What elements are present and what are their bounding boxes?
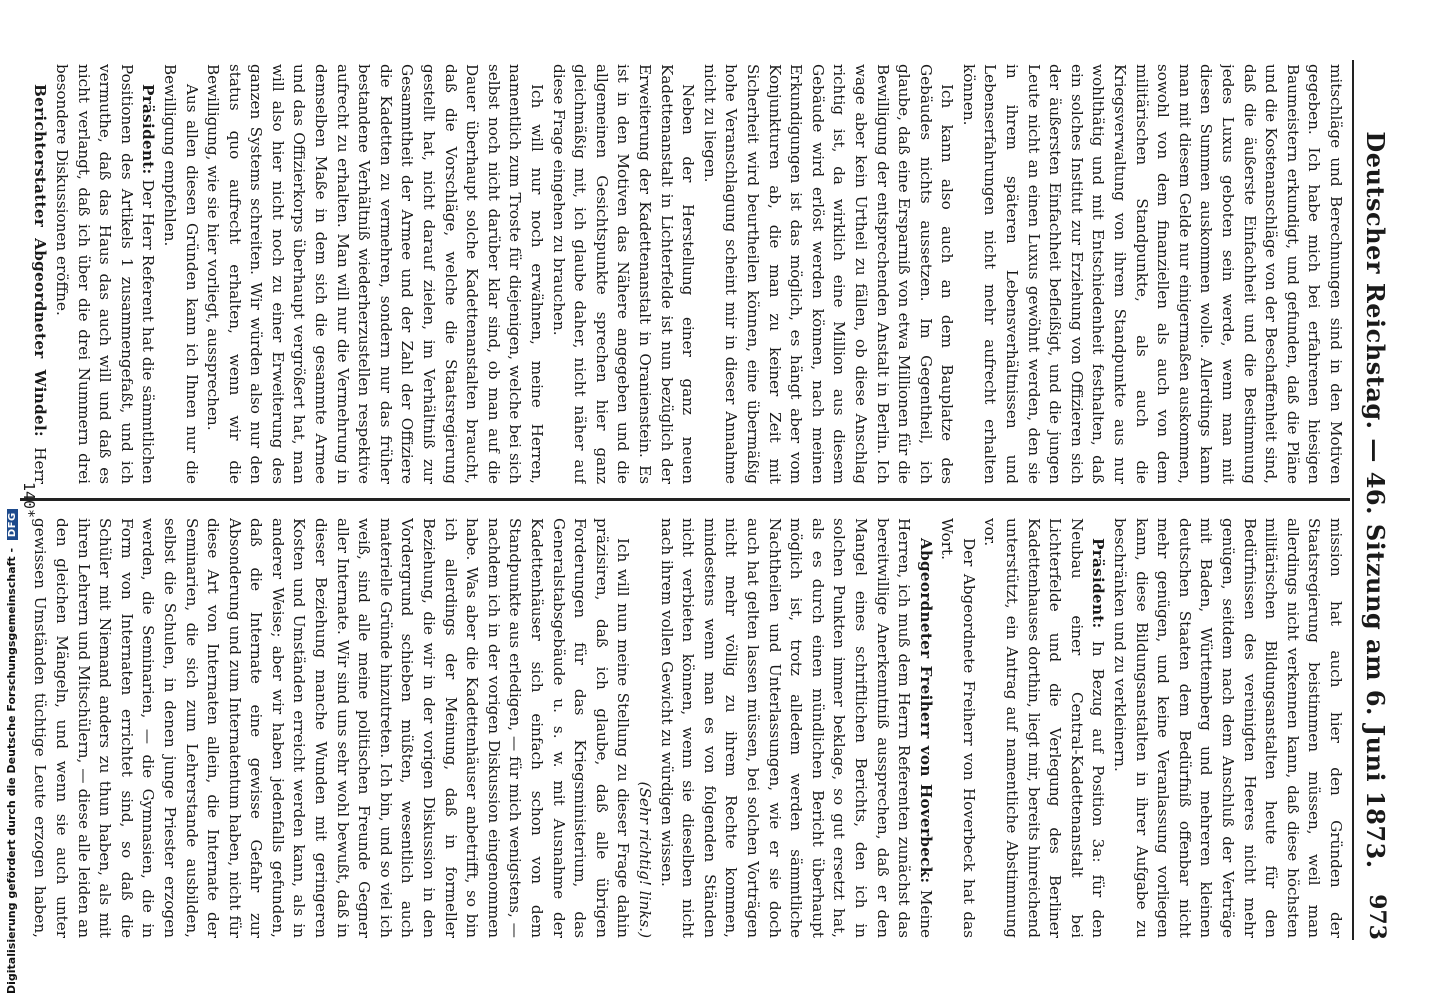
speech-text: Der Herr Referent hat die sämmtlichen Positionen des Artikels 1 zusammengefaßt, und ich vermuthe, daß das Haus das auch will und daß es nicht verlangt, daß ich über die drei Nummern drei besondere Diskussionen eröffne.: [52, 64, 158, 484]
paragraph: Ich will nun meine Stellung zu dieser Frage dahin präzisiren, daß ich glaube, daß alle übrigen Forderungen für das Kriegsministerium, das Generalstabsgebäude u. s. w. mit Ausnahme der Kadettenhäuser sich einfach schon von dem Standpunkte aus erledigen, — für mich wenigstens, — nachdem ich in der vorigen Diskussion eingenommen habe. Was aber die Kadettenhäuser anbetrifft, so bin ich allerdings der Meinung, daß in formeller Beziehung, die wir in der vorigen Diskussion in den Vordergrund schieben müßten, wesentlich auch materielle Gründe hinzutreten. Ich bin, und so viel ich weiß, sind alle meine politischen Freunde Gegner aller Internate. Wir sind uns sehr wohl bewußt, daß in dieser Beziehung manche Wunden mit geringeren Kosten und Umständen erreicht werden kann, als in anderer Weise; aber wir haben jedenfalls gefunden, daß die Internate eine gewisse Gefahr zur Absonderung und zum Internatentum haben, nicht für diese Art von Internaten allein, die Internate der Seminarien, die sich zum Lehrerstande ausbilden, selbst die Schulen, in denen junge Priester erzogen werden, die Seminarien, — die Gymnasien, die in Form von Internaten errichtet sind, so daß die Schüler mit Niemand anders zu thun haben, als mit ihren Lehrern und Mitschülern, — diese alle leiden an den gleichen Mängeln, und wenn sie auch unter gewissen Umständen tüchtige Leute erzogen haben,: [31, 518, 633, 938]
speaker-label: Abgeordneter Freiherr von Hoverbeck:: [916, 538, 935, 884]
attribution-text: [5, 509, 18, 994]
speech-text: In Bezug auf Position 3a: für den Neubau einer Central-Kadettenanstalt bei Lichterfelde und die Verlegung des Berliner Kadettenhauses dorthin, liegt mir, bereits hinreichend unterstützt, ein Antrag auf namentliche Abstimmung vor.: [981, 518, 1108, 938]
paragraph: Ich will nur noch erwähnen, meine Herren, namentlich zum Troste für diejenigen, welche bei sich selbst noch nicht darüber klar sind, ob man auf die Dauer überhaupt solche Kadettenanstalten braucht, daß die Vorschläge, welche die Staatsregierung gestellt hat, nicht darauf zielen, im Verhältniß zur Gesammtheit der Armee und der Zahl der Offiziere die Kadetten zu vermehren, sondern nur das früher bestandene Verhältniß wiederherzustellen respektive aufrecht zu erhalten. Man will nur die Vermehrung in demselben Maße in dem sich die gesammte Armee und das Offizierkorps überhaupt vergrößert hat, man will also hier nicht noch zu einer Erweiterung des ganzen Systems schreiten. Wir würden also nur den status quo aufrecht erhalten, wenn wir die Bewilligung, wie sie hier vorliegt, aussprechen.: [204, 64, 547, 484]
speech-president: [50, 64, 158, 484]
speaker-label: Präsident:: [1089, 538, 1108, 629]
speaker-label: Präsident:: [139, 84, 158, 175]
dfg-logo: DFG: [7, 509, 18, 540]
page-number: 973: [1364, 894, 1390, 940]
paragraph: Der Abgeordnete Freiherr von Hoverbeck hat das Wort.: [938, 518, 978, 938]
page-header: [1358, 60, 1392, 940]
paragraph: Neben der Herstellung einer ganz neuen Kadettenanstalt in Lichterfelde ist nun bezüglich der Erweiterung der Kadettenanstalt in Oranienstein. Es ist in den Motiven das Nähere angegeben und die allgemeinen Gesichtspunkte sprechen hier ganz gleichmäßig mit, ich glaube daher, nicht näher auf diese Frage eingehen zu brauchen.: [549, 64, 698, 484]
attribution-label: Digitalisierung gefördert durch die Deutsche Forschungsgemeinschaft -: [5, 547, 18, 994]
speech-text: Meine Herren, ich muß dem Herrn Referenten zunächst das bereitwillige Anerkenntniß aussprechen, daß er den Mangel eines schriftlichen Berichts, den ich in solchen Punkten immer beklage, so gut ersetzt hat, als es durch einen mündlichen Bericht überhaupt möglich ist, trotz alledem werden sämmtliche Nachtheilen und Unterlassungen, wie er sie doch auch hat gelten lassen müssen, bei solchen Vorträgen nicht mehr völlig zu ihrem Rechte kommen, mindestens wenn man es von folgenden Ständen nicht verbieten können, wenn sie dieselben nicht nach ihrem vollen Gewicht zu würdigen wissen.: [657, 518, 935, 938]
right-column: [26, 518, 1346, 938]
speech-hoverbeck: [655, 518, 936, 938]
applause-note: (Sehr richtig! links.): [636, 781, 654, 938]
paragraph: Aus allen diesen Gründen kann ich Ihnen nur die Bewilligung empfehlen.: [160, 64, 201, 484]
folio-number: 140*: [20, 481, 38, 519]
header-rule: [1352, 60, 1354, 940]
speech-president: [979, 518, 1109, 938]
speech-text: Herr: [31, 447, 50, 484]
running-title: Deutscher Reichstag. — 46. Sitzung am 6. Juni 1873.: [1361, 131, 1390, 869]
paragraph: mission hat auch hier den Gründen der Staatsregierung beistimmen müssen, weil man allerdings nicht verkennen kann, daß diese höchsten militärischen Bildungsanstalten heute für den Bedürfnissen des vereinigten Heeres nicht mehr genügen, seitdem nach dem Anschluß der Verträge mit Baden, Württemberg und mehreren kleinen deutschen Staaten dem Bedürfniß offenbar nicht mehr genügen, und keine Veranlassung vorliegen kann, diese Bildungsanstalten in ihrer Aufgabe zu beschränken und zu verkleinern.: [1111, 518, 1345, 938]
speaker-label: Berichterstatter Abgeordneter Windel:: [31, 84, 50, 437]
column-divider: [20, 498, 1350, 501]
paragraph: mitschläge und Berechnungen sind in den Motiven gegeben. Ich habe mich bei erfahrenen hiesigen Baumeistern erkundigt, und gefunden, daß die Pläne und die Kostenanschläge von der Beschaffenheit sind, daß die äußerste Einfachheit und die Bestimmung jedes Luxus geboten sein werde, wenn man mit diesen Summen auskommen wolle. Allerdings kann man mit diesem Gelde nur einigermaßen auskommen, sowohl von dem finanziellen als auch von dem militärischen Standpunkte, als auch die Kriegsverwaltung von ihrem Standpunkte aus nur wohlthätig und mit Entschiedenheit festhalten, daß ein solches Institut zur Erziehung von Offizieren sich der äußersten Einfachheit befleißigt, und die jungen Leute nicht an einen Luxus gewöhnt werden, den sie in ihrem späteren Lebensverhältnissen und Lebenserfahrungen nicht mehr aufrecht erhalten können.: [959, 64, 1345, 484]
left-column: [26, 64, 1346, 484]
paragraph: Ich kann also auch an dem Bauplatze des Gebäudes nichts aussetzen. Im Gegentheil, ich glaube, daß eine Ersparniß von etwa Millionen für die Bewilligung der entsprechenden Anstalt in Berlin. Ich wage aber kein Urtheil zu fällen, ob diese Anschlag richtig ist, da wirklich eine Million aus diesem Gebäude wird erlöst werden können, nach meinen Erkundigungen ist das möglich, es hängt aber vom Konjunkturen ab, die man zu keiner Zeit mit Sicherheit wird beurtheilen können, eine übermäßig hohe Veranschlagung scheint mir in dieser Annahme nicht zu liegen.: [700, 64, 957, 484]
attribution-strip: [2, 0, 22, 1000]
